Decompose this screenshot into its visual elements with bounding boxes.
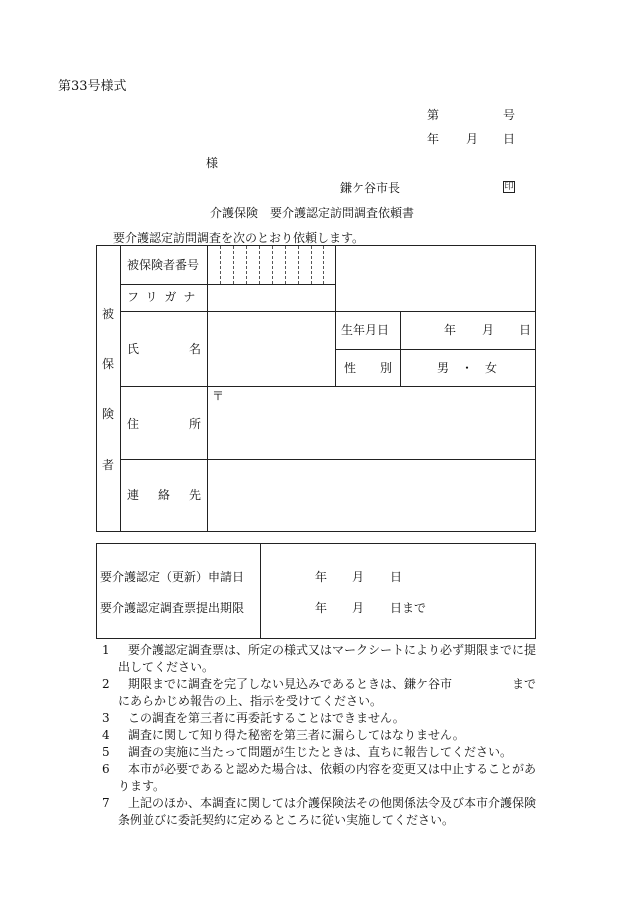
sex-options: 男 ・ 女 bbox=[437, 361, 498, 375]
document-title: 介護保険 要介護認定訪問調査依頼書 bbox=[210, 206, 415, 220]
note-item: 3 この調査を第三者に再委託することはできません。 bbox=[102, 711, 405, 725]
application-date-label: 要介護認定（更新）申請日 bbox=[100, 570, 245, 584]
birthdate-label: 生年月日 bbox=[341, 323, 390, 337]
note-item: 2 期限までに調査を完了しない見込みであるときは、鎌ケ谷市 までにあらかじめ報告の上、指示を受けてください。 bbox=[102, 677, 537, 708]
addressee-honorific: 様 bbox=[206, 156, 219, 170]
name-label-1: 氏 bbox=[127, 342, 140, 356]
furigana-label: フリガナ bbox=[127, 290, 203, 304]
insured-side-label-3: 険 bbox=[102, 407, 115, 421]
contact-label-3: 先 bbox=[189, 488, 202, 502]
application-day-unit: 日 bbox=[390, 570, 403, 584]
seal-mark: 印 bbox=[504, 182, 514, 192]
postal-mark: 〒 bbox=[212, 389, 225, 403]
insured-side-label-4: 者 bbox=[102, 458, 115, 472]
application-month-unit: 月 bbox=[352, 570, 365, 584]
note-item: 4 調査に関して知り得た秘密を第三者に漏らしてはなりません。 bbox=[102, 728, 465, 742]
birthdate-day-unit: 日 bbox=[519, 323, 532, 337]
deadline-month-unit: 月 bbox=[352, 601, 365, 615]
notes-list bbox=[100, 642, 540, 829]
contact-label-2: 絡 bbox=[158, 488, 171, 502]
note-item: 5 調査の実施に当たって問題が生じたときは、直ちに報告してください。 bbox=[102, 745, 513, 759]
dates-table bbox=[96, 543, 536, 639]
address-label-2: 所 bbox=[189, 417, 202, 431]
contact-label-1: 連 bbox=[127, 488, 140, 502]
insured-side-label-1: 被 bbox=[102, 307, 115, 321]
deadline-label: 要介護認定調査票提出期限 bbox=[100, 601, 245, 615]
insured-side-label-2: 保 bbox=[102, 357, 115, 371]
birthdate-year-unit: 年 bbox=[444, 323, 457, 337]
note-item: 1 要介護認定調査票は、所定の様式又はマークシートにより必ず期限までに提出してください。 bbox=[102, 643, 537, 674]
mayor-title: 鎌ケ谷市長 bbox=[340, 181, 401, 195]
form-number: 第33号様式 bbox=[58, 79, 127, 94]
intro-text: 要介護認定訪問調査を次のとおり依頼します。 bbox=[113, 231, 365, 245]
date-year-unit: 年 bbox=[427, 132, 440, 146]
deadline-day-unit: 日まで bbox=[390, 601, 427, 615]
sex-label-2: 別 bbox=[380, 361, 393, 375]
note-item: 6 本市が必要であると認めた場合は、依頼の内容を変更又は中止することがあります。 bbox=[102, 762, 537, 793]
birthdate-month-unit: 月 bbox=[482, 323, 495, 337]
doc-number-suffix: 号 bbox=[503, 108, 516, 122]
name-label-2: 名 bbox=[189, 342, 202, 356]
application-year-unit: 年 bbox=[315, 570, 328, 584]
doc-number-prefix: 第 bbox=[427, 108, 440, 122]
address-label-1: 住 bbox=[127, 417, 140, 431]
date-day-unit: 日 bbox=[503, 132, 516, 146]
insured-number-label: 被保険者番号 bbox=[127, 258, 200, 272]
date-month-unit: 月 bbox=[466, 132, 479, 146]
note-item: 7 上記のほか、本調査に関しては介護保険法その他関係法令及び本市介護保険条例並びに委託契約に定めるところに従い実施してください。 bbox=[102, 796, 537, 827]
sex-label-1: 性 bbox=[344, 361, 357, 375]
deadline-year-unit: 年 bbox=[315, 601, 328, 615]
